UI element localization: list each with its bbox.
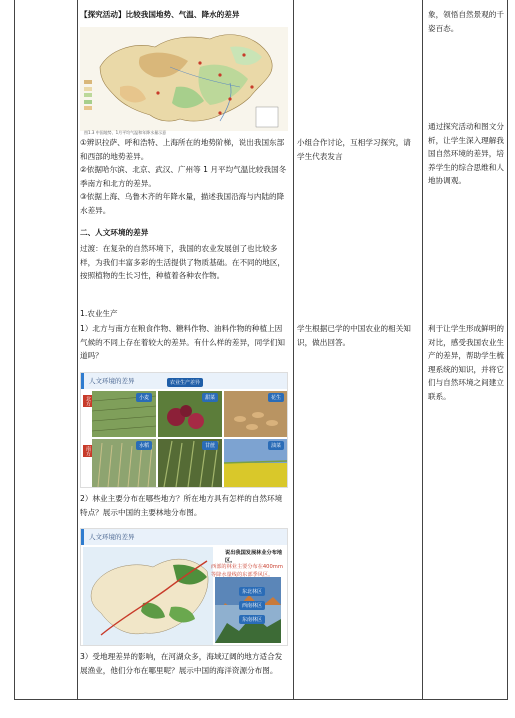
slide-title: 人文环境的差异 <box>89 377 135 385</box>
region-tag-north: 北方 <box>83 395 94 407</box>
student-activity-row1: 小组合作讨论，互相学习探究，请学生代表发言 <box>297 138 411 161</box>
tag-southwest-forest: 西南林区 <box>239 601 265 610</box>
transition-paragraph: 过渡：在复杂的自然环境下，我国的农业发展创了也比较多样，为我们丰富多彩的生活提供了物质基础。在不同的地区，按照植物的生长习性，种植着各种农作物。 <box>80 244 286 281</box>
region-tag-south: 南方 <box>83 445 94 457</box>
agriculture-badge: 农业生产差异 <box>167 378 203 387</box>
china-map-graphic <box>80 27 288 131</box>
crop-label-sugar-beet: 甜菜 <box>202 393 218 402</box>
design-intent-row1: 通过探究活动和图文分析，让学生深入理解我国自然环境的差异，培养学生的综合思维和人地协调观。 <box>428 122 504 186</box>
design-intent-top: 象，领悟自然景观的千姿百态。 <box>428 10 504 33</box>
forestry-distribution-slide <box>80 528 288 646</box>
crop-photo-grid <box>92 391 288 487</box>
section-title-human-environment: 二、人文环境的差异 <box>80 228 149 237</box>
student-activity-row2: 学生根据已学的中国农业的相关知识，做出回答。 <box>297 324 411 347</box>
inquiry-question-2: ②依据哈尔滨、北京、武汉、广州等 1 月平均气温比较我国冬季南方和北方的差异。 <box>80 165 287 188</box>
slide2-header <box>81 529 287 545</box>
crop-label-wheat: 小麦 <box>136 393 152 402</box>
inquiry-question-1: ①辨识拉萨、呼和浩特、上海所在的地势阶梯，说出我国东部和西部的地势差异。 <box>80 138 285 161</box>
crop-label-rice: 水稻 <box>136 441 152 450</box>
tag-southeast-forest: 东南林区 <box>239 615 265 624</box>
tag-northeast-forest: 东北林区 <box>239 587 265 596</box>
slide-accent-bar <box>81 373 84 389</box>
forest-map-graphic <box>83 547 213 645</box>
table-bottom-border <box>14 699 508 700</box>
subheading-agriculture: 1.农业生产 <box>80 309 118 318</box>
inquiry-activity-heading: 【探究活动】比较我国地势、气温、降水的差异 <box>80 10 240 19</box>
china-terrain-climate-map <box>80 27 288 131</box>
forest-callout-answer: 西部的林业主要分布在400mm等降水量线的东部季风区。 <box>211 564 283 578</box>
fishery-question: 3）受地理差异的影响，在河湖众多，海域辽阔的地方适合发展渔业，他们分布在哪里呢？展示中国的海洋资源分布图。 <box>80 652 283 675</box>
table-divider-3 <box>422 0 423 700</box>
forest-callout-question: 说出我国发展林业分布地区。 <box>225 550 283 564</box>
design-intent-row2: 利于让学生形成鲜明的对比，感受我国农业生产的差异，帮助学生梳理系统的知识，并将它们与自然环境之间建立联系。 <box>428 324 504 401</box>
forest-photo-bottom <box>215 605 281 643</box>
table-divider-1 <box>77 0 78 700</box>
agriculture-question-1: 1）北方与南方在粮食作物、糖料作物、油料作物的种植上因气候的不同上存在着较大的差异。有什么样的差异，同学们知道吗？ <box>80 324 286 361</box>
agriculture-difference-slide <box>80 372 288 488</box>
forestry-question: 2）林业主要分布在哪些地方？所在地方具有怎样的自然环境特点？展示中国的主要林地分布图。 <box>80 494 283 517</box>
slide2-accent-bar <box>81 529 84 545</box>
crop-label-sugarcane: 甘蔗 <box>202 441 218 450</box>
inquiry-question-3: ③依据上海、乌鲁木齐的年降水量，描述我国沿海与内陆的降水差异。 <box>80 192 285 215</box>
crop-label-rapeseed: 油菜 <box>268 441 284 450</box>
map-caption: 图1.3 中国地势、1月平均气温和年降水量示意 <box>84 130 167 135</box>
table-divider-2 <box>293 0 294 700</box>
crop-label-peanut: 花生 <box>268 393 284 402</box>
table-border-left <box>14 0 15 700</box>
slide2-title: 人文环境的差异 <box>89 533 135 541</box>
map-legend <box>84 79 94 112</box>
